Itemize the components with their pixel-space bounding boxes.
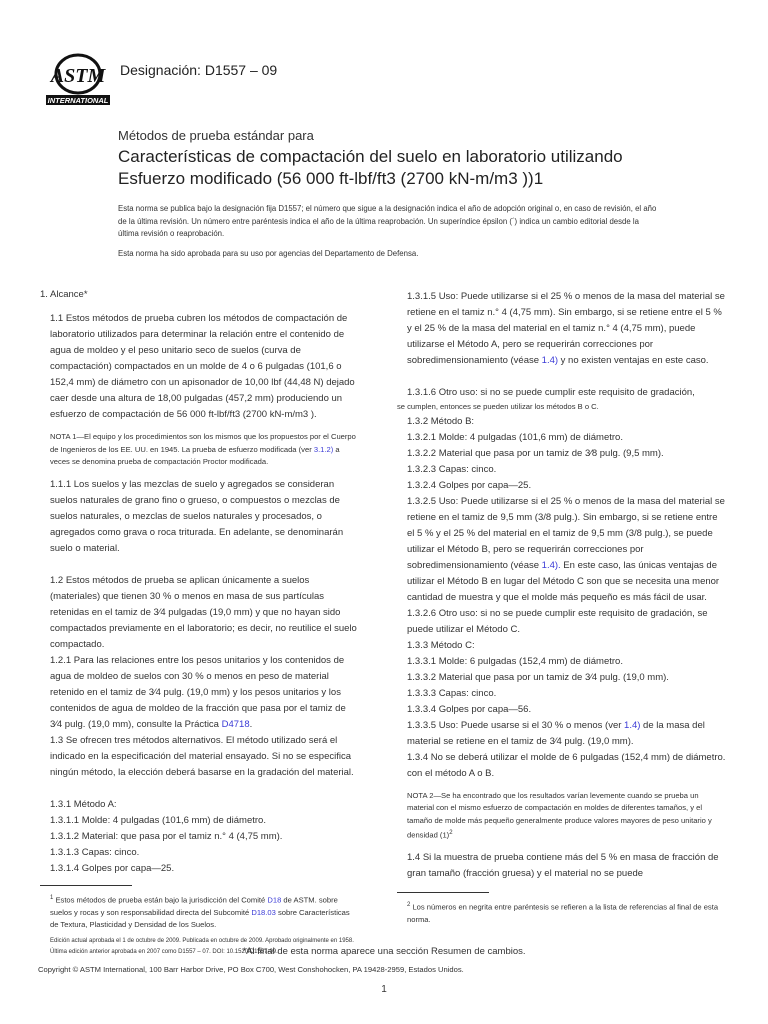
footnote-2: $^2$ Los números en negrita entre paréntesis se refieren a la lista de referencias al final de esta norma. — [407, 902, 719, 925]
designation-note: Esta norma se publica bajo la designación fija D1557; el número que sigue a la designación indica el año de adopción original o, en caso de revisión, el año de la última revisión. Un número entre paréntesis indica el año de la última reaprobación. Un superíndice épsilon (´) indica un cambio editorial desde la última revisión o reaprobación. — [118, 204, 657, 238]
paragraph-1-4: 1.4 Si la muestra de prueba contiene más del 5 % en masa de fracción de gran tamaño (fracción gruesa) y el material no se puede — [407, 852, 719, 880]
standard-title — [118, 146, 678, 190]
link-1-4-b[interactable]: 1.4). — [541, 559, 561, 571]
section-heading-scope: 1. Alcance* — [40, 289, 88, 300]
paragraph-1-3-3-5: 1.3.3.5 Uso: Puede usarse si el 30 % o menos (ver 1.4) de la masa del material se retiene en el tamiz de 3⁄4 pulg. (19,0 mm). — [407, 719, 705, 747]
link-d18-03[interactable]: D18.03 — [251, 907, 276, 917]
paragraph-1-3-3-2: 1.3.3.2 Material que pasa por un tamiz de 3⁄4 pulg. (19,0 mm). — [407, 671, 669, 683]
paragraph-1-3-1-2: 1.3.1.2 Material: que pasa por el tamiz n.° 4 (4,75 mm). — [50, 830, 283, 842]
svg-text:INTERNATIONAL: INTERNATIONAL — [47, 96, 109, 105]
left-column — [40, 287, 358, 958]
paragraph-1-2: 1.2 Estos métodos de prueba se aplican únicamente a suelos (materiales) que tienen 30 % o menos en masa de sus partículas retenidas en el tamiz de 3⁄4 pulgadas (19,0 mm) y que no hayan sido compactados previamente en el laboratorio; es decir, no reutilice el suelo compactado. — [50, 574, 357, 650]
paragraph-1-3-3-4: 1.3.3.4 Golpes por capa—56. — [407, 703, 532, 715]
note-1: NOTA 1—El equipo y los procedimientos son los mismos que los propuestos por el Cuerpo de Ingenieros de los EE. UU. en 1945. La prueba de esfuerzo modificada (ver 3.1.2) a veces se denomina prueba de compactación Proctor modificada. — [50, 432, 356, 466]
paragraph-1-3-2-3: 1.3.2.3 Capas: cinco. — [407, 463, 497, 475]
paragraph-1-3-1-3: 1.3.1.3 Capas: cinco. — [50, 846, 140, 858]
link-1-4-a[interactable]: 1.4) — [541, 355, 559, 366]
astm-logo — [42, 52, 114, 108]
paragraph-1-2-1: 1.2.1 Para las relaciones entre los pesos unitarios y los contenidos de agua de moldeo de suelos con 30 % o menos en peso de material retenido en el tamiz de 3⁄4 pulg. (19,0 mm) y los pesos unitarios y los contenidos de agua de moldeo de la fracción que pasa por el tamiz de 3⁄4 pulg. (19,0 mm), consulte la Práctica D4718. — [50, 654, 346, 730]
copyright: Copyright © ASTM International, 100 Barr Harbor Drive, PO Box C700, West Conshohocken, PA 19428-2959, Estados Unidos. — [38, 965, 464, 974]
paragraph-1-3-3-1: 1.3.3.1 Molde: 6 pulgadas (152,4 mm) de diámetro. — [407, 655, 623, 667]
link-d18[interactable]: D18 — [267, 895, 282, 905]
link-3-1-2[interactable]: 3.1.2) — [313, 444, 334, 454]
summary-of-changes-note: *Al final de esta norma aparece una sección Resumen de cambios. — [242, 946, 526, 957]
link-d4718[interactable]: D4718 — [221, 718, 250, 730]
paragraph-1-3-1: 1.3.1 Método A: — [50, 798, 117, 810]
footnote-1: $^1$ Estos métodos de prueba están bajo la jurisdicción del Comité D18 de ASTM. sobre suelos y rocas y son responsabilidad directa del Subcomité D18.03 sobre Características de Textura, Plasticidad y Densidad de los Suelos. — [50, 894, 350, 930]
paragraph-1-3-2-4: 1.3.2.4 Golpes por capa—25. — [407, 479, 532, 491]
paragraph-1-3-2-5: 1.3.2.5 Uso: Puede utilizarse si el 25 % o menos de la masa del material se retiene en el tamiz de 9,5 mm (3/8 pulg.). Sin embargo, si se retiene entre el 5 % y el 25 % del material en el tamiz de 9,5 mm (3/8 pulg.), se puede utilizar el Método B, pero se requerirán correcciones por sobredimensionamiento (véase 1.4). En este caso, las únicas ventajas de utilizar el Método B en lugar del Método C son que se necesita una menor cantidad de muestra y que el molde más pequeño es más fácil de usar. — [407, 495, 725, 603]
approval-note: Esta norma ha sido aprobada para su uso por agencias del Departamento de Defensa. — [118, 249, 419, 258]
paragraph-1-3-4: 1.3.4 No se deberá utilizar el molde de 6 pulgadas (152,4 mm) de diámetro. con el método A o B. — [407, 751, 726, 779]
footnote-rule — [40, 885, 132, 886]
paragraph-1-3-1-6: 1.3.1.6 Otro uso: si no se puede cumplir este requisito de gradación, — [407, 387, 695, 398]
paragraph-1-3-1-1: 1.3.1.1 Molde: 4 pulgadas (101,6 mm) de diámetro. — [50, 814, 266, 826]
paragraph-1-1: 1.1 Estos métodos de prueba cubren los métodos de compactación de laboratorio utilizados para determinar la relación entre el contenido de agua de moldeo y el peso unitario seco de suelos (curva de compactación) compactados en un molde de 4 o 6 pulgadas (101,6 o 152,4 mm) de diámetro con un apisonador de 10,00 lbf (44,48 N) dejado caer desde una altura de 18,00 pulgadas (457,2 mm) produciendo un esfuerzo de compactación de 56 000 ft-lbf/ft3 (2700 kN-m/m3 ). — [50, 313, 355, 420]
paragraph-1-3-3: 1.3.3 Método C: — [407, 639, 475, 651]
astm-logo-graphic — [42, 52, 114, 108]
title-line-2: Esfuerzo modificado (56 000 ft-lbf/ft3 (2700 kN-m/m3 ))1 — [118, 169, 544, 188]
paragraph-1-1-1: 1.1.1 Los suelos y las mezclas de suelo y agregados se consideran suelos naturales de grano fino o grueso, o compuestos o mezclas de suelos naturales, o mezclas de suelos naturales y procesados, o agregados como grava o roca triturada. En adelante, se denominarán suelo o material. — [50, 478, 344, 554]
note-2: NOTA 2—Se ha encontrado que los resultados varían levemente cuando se prueba un material con el mismo esfuerzo de compactación en moldes de diferentes tamaños, y el tamaño de molde más pequeño generalmente produce valores mayores de peso unitario y densidad $(1)^2$ — [407, 790, 712, 840]
svg-text:ASTM: ASTM — [50, 65, 106, 87]
paragraph-1-3-1-6-cont: se cumplen, entonces se pueden utilizar los métodos B o C. — [397, 402, 599, 411]
paragraph-1-3-2: 1.3.2 Método B: — [407, 415, 475, 427]
page-number: 1 — [381, 984, 387, 995]
paragraph-1-3-3-3: 1.3.3.3 Capas: cinco. — [407, 687, 497, 699]
footnote-rule-2 — [397, 892, 489, 893]
paragraph-1-3-1-5: 1.3.1.5 Uso: Puede utilizarse si el 25 % o menos de la masa del material se retiene en el tamiz n.° 4 (4,75 mm). Sin embargo, si se retiene entre el 5 % y el 25 % de la masa del material en el tamiz n.° 4 (4,75 mm), puede utilizarse el Método A, pero se requerirán correcciones por sobredimensionamiento (véase 1.4) y no existen ventajas en este caso. — [407, 291, 725, 366]
paragraph-1-3: 1.3 Se ofrecen tres métodos alternativos. El método utilizado será el indicado en la especificación del material ensayado. Si no se especifica ningún método, la elección deberá basarse en la gradación del material. — [50, 734, 354, 778]
designation: Designación: D1557 – 09 — [120, 62, 278, 78]
edition-note: Edición actual aprobada el 1 de octubre de 2009. Publicada en octubre de 2009. Aprobado originalmente en 1958. Última edición anterior aprobada en 2007 como D1557 – 07. DOI: 10.1520/D1557-09. — [50, 937, 354, 955]
title-line-1: Características de compactación del suelo en laboratorio utilizando — [118, 147, 623, 166]
paragraph-1-3-2-6: 1.3.2.6 Otro uso: si no se puede cumplir este requisito de gradación, se puede utilizar el Método C. — [407, 607, 708, 635]
paragraph-1-3-1-4: 1.3.1.4 Golpes por capa—25. — [50, 862, 175, 874]
paragraph-1-3-2-1: 1.3.2.1 Molde: 4 pulgadas (101,6 mm) de diámetro. — [407, 431, 623, 443]
standard-type: Métodos de prueba estándar para — [118, 128, 314, 143]
paragraph-1-3-2-2: 1.3.2.2 Material que pasa por un tamiz de 3⁄8 pulg. (9,5 mm). — [407, 447, 664, 459]
link-1-4-c[interactable]: 1.4) — [624, 719, 641, 731]
right-column — [397, 289, 727, 927]
